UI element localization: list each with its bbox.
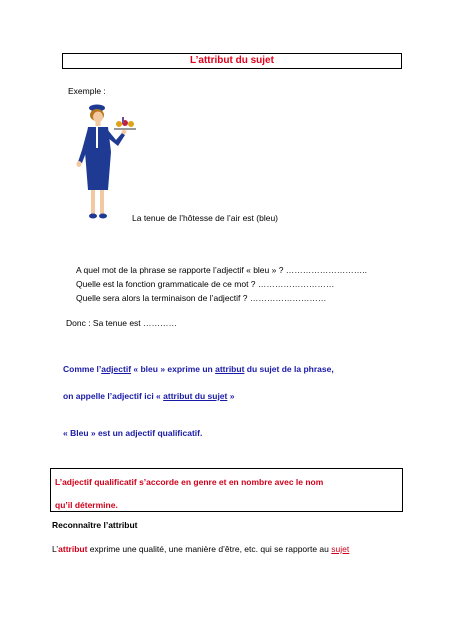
attribut-highlight: attribut: [58, 544, 88, 554]
question-3: Quelle sera alors la terminaison de l’adjectif ? ………………………: [76, 293, 327, 303]
definition-line: [52, 544, 349, 555]
conclusion-line: Donc : Sa tenue est …………: [66, 318, 178, 328]
rule-box: [50, 468, 403, 512]
page-title: L’attribut du sujet: [62, 53, 402, 69]
example-label: Exemple :: [68, 86, 106, 96]
rule-line-2: qu’il détermine.: [55, 500, 118, 510]
attribut-link[interactable]: attribut: [215, 364, 245, 374]
adjectif-link[interactable]: adjectif: [101, 364, 132, 374]
flight-attendant-illustration: [64, 100, 144, 225]
sujet-link[interactable]: sujet: [331, 544, 350, 554]
rule-line-1: L’adjectif qualificatif s’accorde en genre et en nombre avec le nom: [55, 477, 324, 487]
example-sentence: La tenue de l’hôtesse de l’air est (bleu): [132, 213, 279, 223]
question-2: Quelle est la fonction grammaticale de ce mot ? ………………………: [76, 279, 335, 289]
explanation-text: « bleu » exprime un: [131, 364, 216, 374]
definition-text: exprime une qualité, une manière d’être, etc. qui se rapporte au: [87, 544, 332, 554]
attribut-du-sujet-link[interactable]: attribut du sujet: [163, 391, 228, 401]
explanation-text: »: [227, 391, 235, 401]
explanation-line-2: [63, 391, 234, 402]
explanation-line-3: « Bleu » est un adjectif qualificatif.: [63, 428, 203, 438]
definition-text: L’: [52, 544, 59, 554]
explanation-text: du sujet de la phrase,: [244, 364, 334, 374]
section-heading: Reconnaître l’attribut: [52, 520, 138, 530]
question-1: A quel mot de la phrase se rapporte l’adjectif « bleu » ? ………………………..: [76, 265, 368, 275]
explanation-line-1: [63, 364, 334, 375]
explanation-text: on appelle l’adjectif ici «: [63, 391, 164, 401]
explanation-text: Comme l’: [63, 364, 102, 374]
